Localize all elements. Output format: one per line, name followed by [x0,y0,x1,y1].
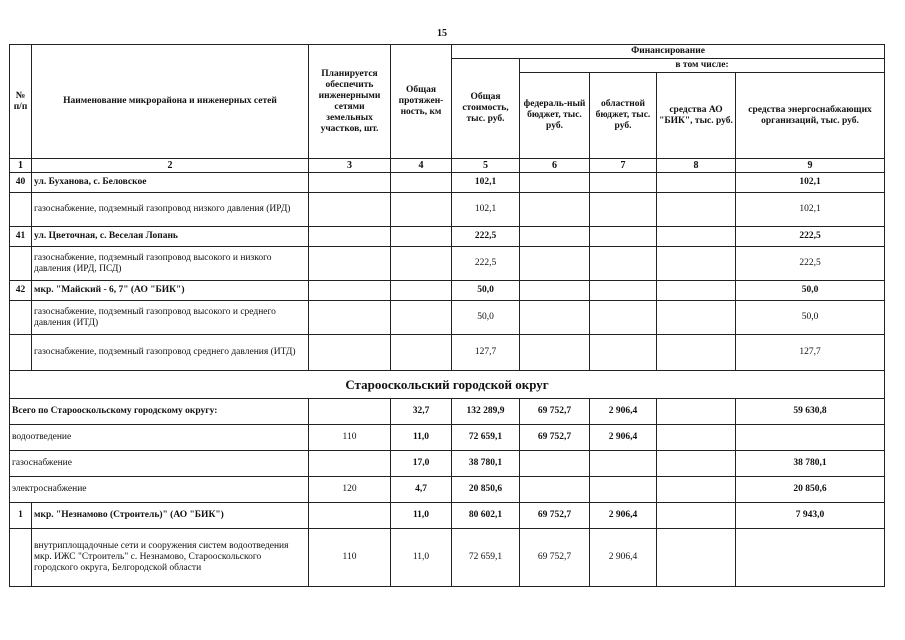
header-financing: Финансирование [452,45,885,59]
section-title: Старооскольский городской округ [10,371,885,399]
cell-c8 [657,281,736,301]
total-row [10,425,885,451]
cell-c8 [657,503,736,529]
header-including: в том числе: [520,59,885,73]
cell-c5: 222,5 [452,227,520,247]
total-c9: 38 780,1 [736,451,885,477]
total-c3: 120 [309,477,391,503]
cell-c3 [309,173,391,193]
cell-c3 [309,335,391,371]
cell-c5: 72 659,1 [452,529,520,587]
cell-c8 [657,335,736,371]
cell-c9: 222,5 [736,247,885,281]
cell-c9: 7 943,0 [736,503,885,529]
cell-c8 [657,173,736,193]
total-c4: 11,0 [391,425,452,451]
cell-c4: 11,0 [391,529,452,587]
cell-c9: 50,0 [736,281,885,301]
total-c7: 2 906,4 [590,399,657,425]
cell-c5: 102,1 [452,173,520,193]
cell-c5: 127,7 [452,335,520,371]
header-bik: средства АО "БИК", тыс. руб. [657,73,736,159]
item-row [10,247,885,281]
row-number [10,335,32,371]
cell-c6 [520,227,590,247]
cell-c4 [391,335,452,371]
total-c9 [736,425,885,451]
cell-c7 [590,227,657,247]
row-name: ул. Буханова, с. Беловское [32,173,309,193]
row-number: 40 [10,173,32,193]
total-c5: 38 780,1 [452,451,520,477]
total-c8 [657,399,736,425]
cell-c7 [590,247,657,281]
cell-c6 [520,193,590,227]
cell-c3 [309,247,391,281]
item-row [10,335,885,371]
cell-c4: 11,0 [391,503,452,529]
cell-c6 [520,335,590,371]
total-c8 [657,425,736,451]
group-row [10,173,885,193]
header-cost: Общая стоимость, тыс. руб. [452,59,520,159]
total-c7 [590,477,657,503]
section-row [10,371,885,399]
header-num: № п/п [10,45,32,159]
header-name: Наименование микрорайона и инженерных сетей [32,45,309,159]
total-c4: 17,0 [391,451,452,477]
header-regional: областной бюджет, тыс. руб. [590,73,657,159]
total-row [10,399,885,425]
total-c4: 4,7 [391,477,452,503]
cell-c5: 80 602,1 [452,503,520,529]
cell-c7 [590,301,657,335]
column-number: 8 [657,159,736,173]
cell-c4 [391,193,452,227]
column-numbers-row [10,159,885,173]
cell-c5: 222,5 [452,247,520,281]
cell-c9: 222,5 [736,227,885,247]
cell-c4 [391,247,452,281]
row-name: внутриплощадочные сети и сооружения систем водоотведения мкр. ИЖС "Строитель" с. Незнамово, Старооскольского городского округа, Белгородской области [32,529,309,587]
total-c6 [520,451,590,477]
cell-c3 [309,301,391,335]
column-number: 2 [32,159,309,173]
row-number: 42 [10,281,32,301]
total-c9: 59 630,8 [736,399,885,425]
cell-c6 [520,301,590,335]
total-c3 [309,399,391,425]
cell-c9: 102,1 [736,173,885,193]
column-number: 3 [309,159,391,173]
cell-c3 [309,281,391,301]
row-number: 41 [10,227,32,247]
cell-c9: 102,1 [736,193,885,227]
total-c7 [590,451,657,477]
cell-c9: 127,7 [736,335,885,371]
cell-c8 [657,227,736,247]
cell-c3 [309,193,391,227]
cell-c3: 110 [309,529,391,587]
row-name: газоснабжение, подземный газопровод высокого и низкого давления (ИРД, ПСД) [32,247,309,281]
cell-c6 [520,247,590,281]
total-c6 [520,477,590,503]
total-row [10,477,885,503]
cell-c9: 50,0 [736,301,885,335]
cell-c4 [391,173,452,193]
total-c6: 69 752,7 [520,425,590,451]
cell-c3 [309,227,391,247]
cell-c4 [391,301,452,335]
cell-c9 [736,529,885,587]
cell-c7 [590,173,657,193]
cell-c6: 69 752,7 [520,529,590,587]
header-federal: федераль-ный бюджет, тыс. руб. [520,73,590,159]
cell-c7 [590,335,657,371]
total-row [10,451,885,477]
row-name: мкр. "Майский - 6, 7" (АО "БИК") [32,281,309,301]
row-name: ул. Цветочная, с. Веселая Лопань [32,227,309,247]
row-number [10,301,32,335]
page-number: 15 [437,28,447,39]
total-c9: 20 850,6 [736,477,885,503]
total-c5: 72 659,1 [452,425,520,451]
row-number: 1 [10,503,32,529]
total-c6: 69 752,7 [520,399,590,425]
cell-c6 [520,281,590,301]
cell-c4 [391,227,452,247]
row-name: мкр. "Незнамово (Строитель)" (АО "БИК") [32,503,309,529]
cell-c6 [520,173,590,193]
total-name: Всего по Старооскольскому городскому округу: [10,399,309,425]
cell-c7: 2 906,4 [590,529,657,587]
total-name: электроснабжение [10,477,309,503]
header-length: Общая протяжен-ность, км [391,45,452,159]
row-number [10,247,32,281]
total-c5: 132 289,9 [452,399,520,425]
group-row [10,503,885,529]
financing-table [9,44,885,587]
row-name: газоснабжение, подземный газопровод среднего давления (ИТД) [32,335,309,371]
cell-c5: 50,0 [452,301,520,335]
group-row [10,281,885,301]
cell-c4 [391,281,452,301]
cell-c8 [657,529,736,587]
cell-c6: 69 752,7 [520,503,590,529]
total-c3 [309,451,391,477]
cell-c8 [657,193,736,227]
group-row [10,227,885,247]
total-c8 [657,477,736,503]
row-name: газоснабжение, подземный газопровод высокого и среднего давления (ИТД) [32,301,309,335]
total-c8 [657,451,736,477]
header-planned: Планируется обеспечить инженерными сетями земельных участков, шт. [309,45,391,159]
total-name: водоотведение [10,425,309,451]
cell-c7 [590,193,657,227]
total-c3: 110 [309,425,391,451]
item-row [10,529,885,587]
cell-c7: 2 906,4 [590,503,657,529]
column-number: 9 [736,159,885,173]
item-row [10,301,885,335]
column-number: 1 [10,159,32,173]
total-c7: 2 906,4 [590,425,657,451]
row-number [10,529,32,587]
cell-c8 [657,301,736,335]
column-number: 5 [452,159,520,173]
column-number: 7 [590,159,657,173]
cell-c5: 50,0 [452,281,520,301]
cell-c8 [657,247,736,281]
row-number [10,193,32,227]
column-number: 4 [391,159,452,173]
total-c4: 32,7 [391,399,452,425]
header-energy: средства энергоснабжающих организаций, тыс. руб. [736,73,885,159]
item-row [10,193,885,227]
row-name: газоснабжение, подземный газопровод низкого давления (ИРД) [32,193,309,227]
cell-c5: 102,1 [452,193,520,227]
column-number: 6 [520,159,590,173]
cell-c7 [590,281,657,301]
total-name: газоснабжение [10,451,309,477]
total-c5: 20 850,6 [452,477,520,503]
cell-c3 [309,503,391,529]
